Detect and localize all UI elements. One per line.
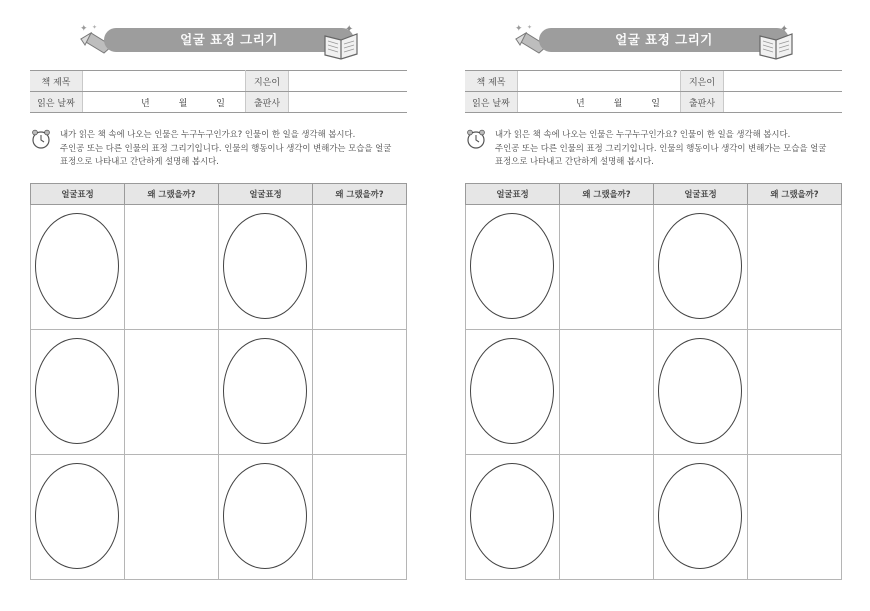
instruction-line-2: 주인공 또는 다른 인물의 표정 그리기입니다. 인물의 행동이나 생각이 변해가는 모습을 얼굴 <box>60 142 392 153</box>
face-cell[interactable] <box>466 205 560 330</box>
instruction-line-3: 표정으로 나타내고 간단하게 설명해 봅시다. <box>495 156 654 166</box>
author-field[interactable] <box>289 71 408 92</box>
face-cell[interactable] <box>31 455 125 580</box>
face-oval <box>658 338 742 444</box>
instructions <box>465 128 845 170</box>
table-row <box>31 205 407 330</box>
svg-text:✦: ✦ <box>80 24 88 34</box>
title-banner <box>78 21 360 61</box>
author-label: 지은이 <box>246 71 289 92</box>
why-cell[interactable] <box>125 455 219 580</box>
open-book-icon <box>321 22 361 60</box>
face-cell[interactable] <box>654 330 748 455</box>
svg-text:✦: ✦ <box>780 24 789 35</box>
svg-text:✦: ✦ <box>92 24 98 31</box>
header-face-expression: 얼굴표정 <box>31 184 125 205</box>
year-unit: 년 <box>576 98 585 109</box>
page-title: 얼굴 표정 그리기 <box>180 32 278 47</box>
month-unit: 월 <box>613 98 623 109</box>
header-why: 왜 그랬을까? <box>125 184 219 205</box>
read-date-label: 읽은 날짜 <box>465 92 518 113</box>
publisher-label: 출판사 <box>246 92 289 113</box>
svg-text:✦: ✦ <box>527 24 533 31</box>
table-row <box>31 455 407 580</box>
day-unit: 일 <box>216 98 225 109</box>
face-cell[interactable] <box>219 330 313 455</box>
face-cell[interactable] <box>654 455 748 580</box>
instructions <box>30 128 410 170</box>
why-cell[interactable] <box>560 330 654 455</box>
book-title-field[interactable] <box>83 71 246 92</box>
face-oval <box>35 213 119 319</box>
table-row <box>466 205 842 330</box>
face-oval <box>658 213 742 319</box>
open-book-icon <box>756 22 796 60</box>
title-banner <box>513 21 795 61</box>
face-cell[interactable] <box>466 330 560 455</box>
book-title-label: 책 제목 <box>30 71 83 92</box>
face-oval <box>470 213 554 319</box>
author-field[interactable] <box>724 71 843 92</box>
read-date-label: 읽은 날짜 <box>30 92 83 113</box>
book-info-table <box>30 70 407 113</box>
worksheet-page-right <box>435 0 870 611</box>
why-cell[interactable] <box>560 205 654 330</box>
read-date-field[interactable] <box>518 92 681 113</box>
face-cell[interactable] <box>31 205 125 330</box>
why-cell[interactable] <box>748 205 842 330</box>
year-unit: 년 <box>141 98 150 109</box>
face-oval <box>223 338 307 444</box>
page-title: 얼굴 표정 그리기 <box>615 32 713 47</box>
instruction-line-2: 주인공 또는 다른 인물의 표정 그리기입니다. 인물의 행동이나 생각이 변해가는 모습을 얼굴 <box>495 142 827 153</box>
face-oval <box>470 463 554 569</box>
face-oval <box>223 463 307 569</box>
face-cell[interactable] <box>31 330 125 455</box>
svg-text:✦: ✦ <box>345 24 354 35</box>
face-oval <box>470 338 554 444</box>
header-face-expression: 얼굴표정 <box>654 184 748 205</box>
face-oval <box>35 463 119 569</box>
book-info-table <box>465 70 842 113</box>
face-oval <box>658 463 742 569</box>
face-oval <box>35 338 119 444</box>
why-cell[interactable] <box>125 205 219 330</box>
header-why: 왜 그랬을까? <box>313 184 407 205</box>
why-cell[interactable] <box>560 455 654 580</box>
header-why: 왜 그랬을까? <box>748 184 842 205</box>
instruction-line-1: 내가 읽은 책 속에 나오는 인물은 누구누구인가요? 인물이 한 일을 생각해 봅시다. <box>495 129 791 139</box>
publisher-field[interactable] <box>289 92 408 113</box>
why-cell[interactable] <box>313 205 407 330</box>
table-row <box>31 330 407 455</box>
why-cell[interactable] <box>313 330 407 455</box>
table-row <box>466 330 842 455</box>
read-date-field[interactable] <box>83 92 246 113</box>
expression-grid <box>30 183 407 580</box>
alarm-clock-icon <box>30 128 52 150</box>
face-cell[interactable] <box>466 455 560 580</box>
why-cell[interactable] <box>125 330 219 455</box>
book-title-label: 책 제목 <box>465 71 518 92</box>
expression-grid <box>465 183 842 580</box>
author-label: 지은이 <box>681 71 724 92</box>
month-unit: 월 <box>178 98 188 109</box>
header-face-expression: 얼굴표정 <box>219 184 313 205</box>
publisher-field[interactable] <box>724 92 843 113</box>
instruction-line-3: 표정으로 나타내고 간단하게 설명해 봅시다. <box>60 156 219 166</box>
alarm-clock-icon <box>465 128 487 150</box>
book-title-field[interactable] <box>518 71 681 92</box>
why-cell[interactable] <box>748 455 842 580</box>
day-unit: 일 <box>651 98 660 109</box>
header-why: 왜 그랬을까? <box>560 184 654 205</box>
face-cell[interactable] <box>219 455 313 580</box>
face-oval <box>223 213 307 319</box>
face-cell[interactable] <box>219 205 313 330</box>
why-cell[interactable] <box>313 455 407 580</box>
svg-text:✦: ✦ <box>515 24 523 34</box>
table-row <box>466 455 842 580</box>
face-cell[interactable] <box>654 205 748 330</box>
publisher-label: 출판사 <box>681 92 724 113</box>
header-face-expression: 얼굴표정 <box>466 184 560 205</box>
why-cell[interactable] <box>748 330 842 455</box>
instruction-line-1: 내가 읽은 책 속에 나오는 인물은 누구누구인가요? 인물이 한 일을 생각해 봅시다. <box>60 129 356 139</box>
